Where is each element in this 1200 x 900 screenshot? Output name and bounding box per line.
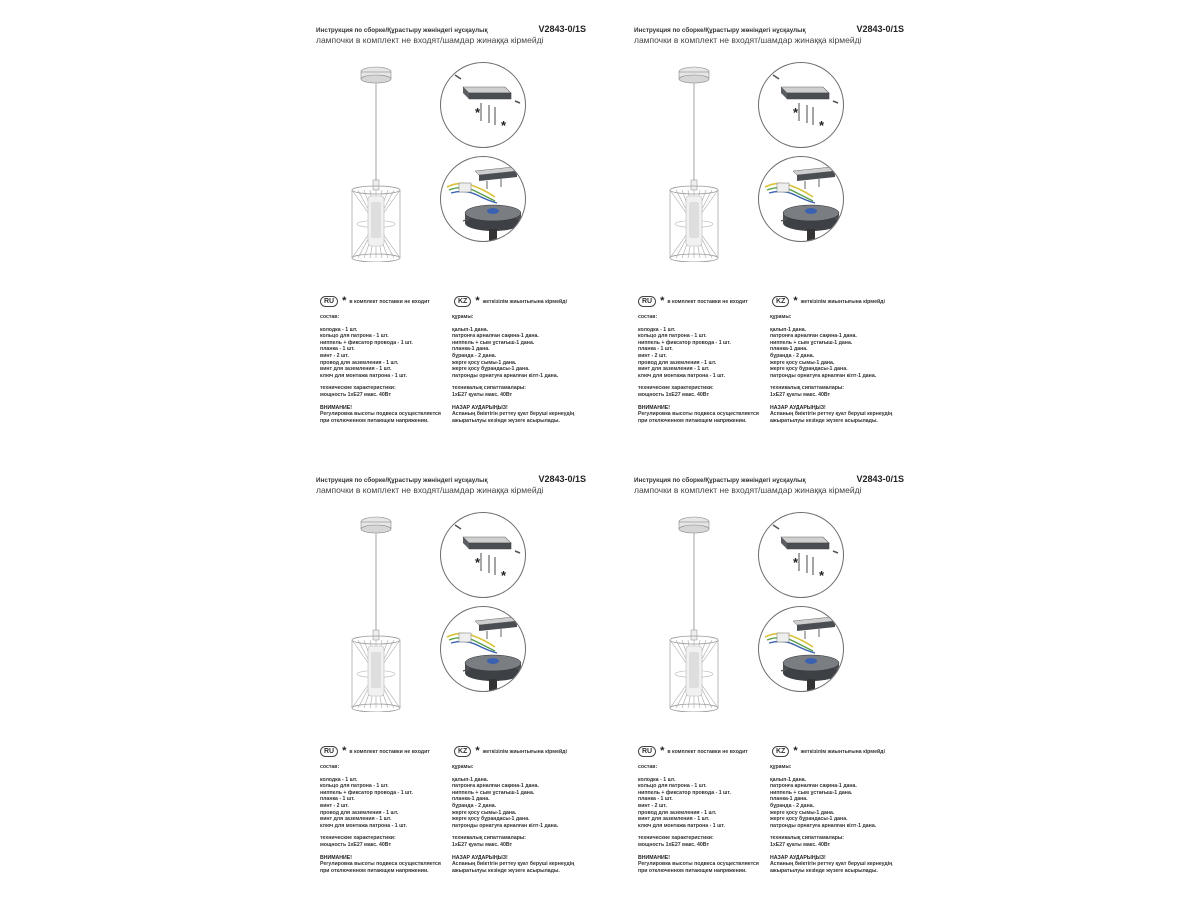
canopy-wiring-svg bbox=[441, 157, 525, 241]
ru-content-item: винт - 2 шт. bbox=[638, 802, 667, 809]
asterisk-icon: * bbox=[660, 745, 665, 757]
ru-content-item: колодка - 1 шт. bbox=[638, 776, 676, 783]
kz-tech-label: техникалық сипаттамалары: bbox=[452, 835, 527, 842]
ru-content-item: ниппель + фиксатор провода - 1 шт. bbox=[638, 789, 731, 796]
ru-content-item: планка - 1 шт. bbox=[320, 346, 355, 353]
asterisk-icon: * bbox=[793, 295, 798, 307]
ru-content-item: провод для заземления - 1 шт. bbox=[320, 359, 399, 366]
ru-warning-label: ВНИМАНИЕ! bbox=[320, 404, 352, 411]
asterisk-icon: * bbox=[342, 745, 347, 757]
kz-column bbox=[770, 314, 910, 424]
kz-note-row bbox=[772, 746, 885, 757]
ru-not-included-note: в комплект поставки не входит bbox=[349, 748, 430, 755]
ru-content-item: ключ для монтажа патрона - 1 шт. bbox=[320, 372, 407, 379]
ru-column bbox=[320, 314, 448, 424]
ru-note-row bbox=[320, 296, 430, 307]
kz-column bbox=[770, 764, 910, 874]
instruction-panel bbox=[600, 450, 918, 900]
kz-warning-line: ажыратылуы кезінде жүзеге асырылады. bbox=[770, 867, 878, 874]
ru-tech-value: мощность 1хЕ27 макс. 40Вт bbox=[638, 391, 709, 398]
ru-note-row bbox=[638, 746, 748, 757]
kz-content-item: патронды орнатуға арналған кілт-1 дана. bbox=[770, 822, 877, 829]
kz-tech-value: 1хЕ27 қуаты макс. 40Вт bbox=[770, 841, 831, 848]
kz-warning-line: ажыратылуы кезінде жүзеге асырылады. bbox=[452, 417, 560, 424]
ru-content-item: колодка - 1 шт. bbox=[320, 776, 358, 783]
ru-content-item: провод для заземления - 1 шт. bbox=[320, 809, 399, 816]
canopy-wiring-diagram bbox=[440, 156, 526, 242]
kz-content-item: жерге қосу сымы-1 дана. bbox=[452, 809, 517, 816]
ru-content-item: винт - 2 шт. bbox=[320, 802, 349, 809]
ru-content-item: планка - 1 шт. bbox=[638, 796, 673, 803]
mounting-bracket-diagram bbox=[758, 62, 844, 148]
ru-contents-label: состав: bbox=[320, 314, 340, 320]
kz-warning-line: Аспаның биіктігін реттеу қуат беруші кернеудің bbox=[452, 861, 575, 868]
kz-content-item: қалып-1 дана. bbox=[770, 776, 807, 783]
ru-note-row bbox=[320, 746, 430, 757]
kz-content-item: жерге қосу бұрандасы-1 дана. bbox=[770, 816, 848, 823]
kz-badge: KZ bbox=[454, 746, 471, 757]
kz-note-row bbox=[454, 296, 567, 307]
kz-warning-line: ажыратылуы кезінде жүзеге асырылады. bbox=[770, 417, 878, 424]
asterisk-icon: * bbox=[501, 568, 507, 583]
kz-tech-label: техникалық сипаттамалары: bbox=[452, 385, 527, 392]
kz-content-item: планка-1 дана. bbox=[452, 796, 490, 803]
ru-content-item: ключ для монтажа патрона - 1 шт. bbox=[320, 822, 407, 829]
kz-content-item: планка-1 дана. bbox=[770, 796, 808, 803]
ru-warning-label: ВНИМАНИЕ! bbox=[638, 854, 670, 861]
ru-tech-value: мощность 1хЕ27 макс. 40Вт bbox=[320, 841, 391, 848]
ru-content-item: планка - 1 шт. bbox=[320, 796, 355, 803]
header-title: Инструкция по сборке/Құрастыру жөніндегі нұсқаулық bbox=[316, 477, 488, 484]
kz-content-item: планка-1 дана. bbox=[452, 346, 490, 353]
kz-content-item: патронды орнатуға арналған кілт-1 дана. bbox=[452, 372, 559, 379]
asterisk-icon: * bbox=[475, 555, 481, 570]
kz-content-item: бұранда - 2 дана. bbox=[770, 802, 815, 809]
kz-content-item: жерге қосу сымы-1 дана. bbox=[452, 359, 517, 366]
kz-content-item: қалып-1 дана. bbox=[452, 776, 489, 783]
kz-content-item: қалып-1 дана. bbox=[452, 326, 489, 333]
ru-tech-value: мощность 1хЕ27 макс. 40Вт bbox=[320, 391, 391, 398]
pendant-lamp-svg bbox=[344, 62, 408, 262]
ru-content-item: винт для заземления - 1 шт. bbox=[638, 366, 710, 373]
kz-warning-line: Аспаның биіктігін реттеу қуат беруші кернеудің bbox=[452, 411, 575, 418]
asterisk-icon: * bbox=[660, 295, 665, 307]
ru-warning-line: при отключенном питающем напряжении. bbox=[638, 867, 747, 874]
kz-content-item: патронға арналған сақина-1 дана. bbox=[452, 333, 539, 340]
instruction-panel bbox=[282, 0, 600, 450]
header-title: Инструкция по сборке/Құрастыру жөніндегі нұсқаулық bbox=[634, 477, 806, 484]
kz-badge: KZ bbox=[772, 746, 789, 757]
ru-contents-label: состав: bbox=[638, 314, 658, 320]
mounting-bracket-diagram bbox=[758, 512, 844, 598]
pendant-lamp-illustration bbox=[662, 62, 726, 262]
kz-content-item: бұранда - 2 дана. bbox=[770, 352, 815, 359]
ru-badge: RU bbox=[320, 296, 338, 307]
asterisk-icon: * bbox=[501, 118, 507, 133]
ru-content-item: кольцо для патрона - 1 шт. bbox=[638, 333, 707, 340]
kz-content-item: жерге қосу сымы-1 дана. bbox=[770, 809, 835, 816]
ru-content-item: колодка - 1 шт. bbox=[320, 326, 358, 333]
asterisk-icon: * bbox=[475, 745, 480, 757]
header-subtitle: лампочки в комплект не входят/шамдар жинаққа кірмейді bbox=[316, 35, 544, 45]
kz-content-item: планка-1 дана. bbox=[770, 346, 808, 353]
ru-warning-line: Регулировка высоты подвеса осуществляется bbox=[638, 861, 759, 868]
pendant-lamp-illustration bbox=[344, 62, 408, 262]
ru-content-item: ключ для монтажа патрона - 1 шт. bbox=[638, 372, 725, 379]
ru-warning-line: при отключенном питающем напряжении. bbox=[320, 867, 429, 874]
ru-content-item: винт для заземления - 1 шт. bbox=[320, 816, 392, 823]
kz-content-item: ниппель + сым ұстағыш-1 дана. bbox=[452, 339, 535, 346]
ru-not-included-note: в комплект поставки не входит bbox=[667, 748, 748, 755]
kz-content-item: патронды орнатуға арналған кілт-1 дана. bbox=[452, 822, 559, 829]
kz-not-included-note: жеткізілім жиынтығына кірмейді bbox=[800, 298, 885, 305]
panel-header bbox=[634, 24, 904, 45]
asterisk-icon: * bbox=[793, 745, 798, 757]
kz-contents-label: құрамы: bbox=[770, 764, 792, 770]
ru-note-row bbox=[638, 296, 748, 307]
kz-content-item: патронға арналған сақина-1 дана. bbox=[770, 783, 857, 790]
pendant-lamp-svg bbox=[662, 62, 726, 262]
kz-content-item: жерге қосу сымы-1 дана. bbox=[770, 359, 835, 366]
ru-tech-label: технические характеристики: bbox=[638, 835, 714, 842]
canopy-wiring-svg bbox=[759, 157, 843, 241]
ru-tech-label: технические характеристики: bbox=[638, 385, 714, 392]
model-number: V2843-0/1S bbox=[856, 24, 904, 34]
model-number: V2843-0/1S bbox=[856, 474, 904, 484]
kz-content-item: жерге қосу бұрандасы-1 дана. bbox=[452, 816, 530, 823]
kz-note-row bbox=[772, 296, 885, 307]
kz-warning-line: ажыратылуы кезінде жүзеге асырылады. bbox=[452, 867, 560, 874]
ru-badge: RU bbox=[320, 746, 338, 757]
pendant-lamp-svg bbox=[662, 512, 726, 712]
mounting-bracket-svg bbox=[759, 63, 843, 147]
canopy-wiring-svg bbox=[441, 607, 525, 691]
kz-tech-label: техникалық сипаттамалары: bbox=[770, 385, 845, 392]
ru-content-item: кольцо для патрона - 1 шт. bbox=[320, 333, 389, 340]
kz-warning-label: НАЗАР АУДАРЫҢЫЗ! bbox=[452, 404, 508, 411]
kz-column bbox=[452, 314, 592, 424]
kz-column bbox=[452, 764, 592, 874]
kz-content-item: ниппель + сым ұстағыш-1 дана. bbox=[452, 789, 535, 796]
kz-content-item: бұранда - 2 дана. bbox=[452, 352, 497, 359]
ru-content-item: винт - 2 шт. bbox=[320, 352, 349, 359]
kz-content-item: ниппель + сым ұстағыш-1 дана. bbox=[770, 339, 853, 346]
mounting-bracket-diagram bbox=[440, 512, 526, 598]
ru-content-item: ниппель + фиксатор провода - 1 шт. bbox=[638, 339, 731, 346]
ru-column bbox=[638, 314, 766, 424]
mounting-bracket-svg bbox=[441, 513, 525, 597]
header-title: Инструкция по сборке/Құрастыру жөніндегі нұсқаулық bbox=[316, 27, 488, 34]
canopy-wiring-svg bbox=[759, 607, 843, 691]
ru-content-item: колодка - 1 шт. bbox=[638, 326, 676, 333]
kz-not-included-note: жеткізілім жиынтығына кірмейді bbox=[800, 748, 885, 755]
ru-contents-label: состав: bbox=[638, 764, 658, 770]
ru-tech-label: технические характеристики: bbox=[320, 835, 396, 842]
ru-warning-line: Регулировка высоты подвеса осуществляется bbox=[320, 861, 441, 868]
ru-badge: RU bbox=[638, 296, 656, 307]
kz-content-item: патронға арналған сақина-1 дана. bbox=[452, 783, 539, 790]
asterisk-icon: * bbox=[342, 295, 347, 307]
panel-header bbox=[316, 474, 586, 495]
kz-contents-label: құрамы: bbox=[452, 764, 474, 770]
asterisk-icon: * bbox=[475, 105, 481, 120]
instruction-sheet bbox=[282, 0, 918, 900]
asterisk-icon: * bbox=[793, 105, 799, 120]
ru-column bbox=[638, 764, 766, 874]
pendant-lamp-illustration bbox=[662, 512, 726, 712]
ru-content-item: ниппель + фиксатор провода - 1 шт. bbox=[320, 339, 413, 346]
kz-tech-value: 1хЕ27 қуаты макс. 40Вт bbox=[770, 391, 831, 398]
ru-warning-line: Регулировка высоты подвеса осуществляется bbox=[320, 411, 441, 418]
kz-badge: KZ bbox=[454, 296, 471, 307]
kz-not-included-note: жеткізілім жиынтығына кірмейді bbox=[482, 298, 567, 305]
instruction-panel bbox=[282, 450, 600, 900]
ru-content-item: кольцо для патрона - 1 шт. bbox=[638, 783, 707, 790]
header-subtitle: лампочки в комплект не входят/шамдар жинаққа кірмейді bbox=[634, 35, 862, 45]
kz-tech-value: 1хЕ27 қуаты макс. 40Вт bbox=[452, 841, 513, 848]
ru-content-item: провод для заземления - 1 шт. bbox=[638, 809, 717, 816]
asterisk-icon: * bbox=[475, 295, 480, 307]
kz-contents-label: құрамы: bbox=[452, 314, 474, 320]
kz-content-item: жерге қосу бұрандасы-1 дана. bbox=[770, 366, 848, 373]
asterisk-icon: * bbox=[793, 555, 799, 570]
ru-content-item: планка - 1 шт. bbox=[638, 346, 673, 353]
instruction-panel bbox=[600, 0, 918, 450]
panel-header bbox=[634, 474, 904, 495]
asterisk-icon: * bbox=[819, 118, 825, 133]
canopy-wiring-diagram bbox=[758, 606, 844, 692]
model-number: V2843-0/1S bbox=[538, 24, 586, 34]
kz-content-item: қалып-1 дана. bbox=[770, 326, 807, 333]
kz-content-item: ниппель + сым ұстағыш-1 дана. bbox=[770, 789, 853, 796]
ru-content-item: ниппель + фиксатор провода - 1 шт. bbox=[320, 789, 413, 796]
ru-content-item: винт для заземления - 1 шт. bbox=[638, 816, 710, 823]
kz-warning-label: НАЗАР АУДАРЫҢЫЗ! bbox=[452, 854, 508, 861]
kz-warning-label: НАЗАР АУДАРЫҢЫЗ! bbox=[770, 854, 826, 861]
ru-warning-label: ВНИМАНИЕ! bbox=[320, 854, 352, 861]
ru-content-item: ключ для монтажа патрона - 1 шт. bbox=[638, 822, 725, 829]
header-subtitle: лампочки в комплект не входят/шамдар жинаққа кірмейді bbox=[634, 485, 862, 495]
ru-warning-line: при отключенном питающем напряжении. bbox=[320, 417, 429, 424]
ru-not-included-note: в комплект поставки не входит bbox=[349, 298, 430, 305]
kz-badge: KZ bbox=[772, 296, 789, 307]
kz-warning-label: НАЗАР АУДАРЫҢЫЗ! bbox=[770, 404, 826, 411]
ru-content-item: кольцо для патрона - 1 шт. bbox=[320, 783, 389, 790]
mounting-bracket-svg bbox=[441, 63, 525, 147]
canopy-wiring-diagram bbox=[758, 156, 844, 242]
kz-tech-value: 1хЕ27 қуаты макс. 40Вт bbox=[452, 391, 513, 398]
kz-note-row bbox=[454, 746, 567, 757]
pendant-lamp-svg bbox=[344, 512, 408, 712]
ru-warning-label: ВНИМАНИЕ! bbox=[638, 404, 670, 411]
canopy-wiring-diagram bbox=[440, 606, 526, 692]
header-subtitle: лампочки в комплект не входят/шамдар жинаққа кірмейді bbox=[316, 485, 544, 495]
header-title: Инструкция по сборке/Құрастыру жөніндегі нұсқаулық bbox=[634, 27, 806, 34]
pendant-lamp-illustration bbox=[344, 512, 408, 712]
kz-content-item: патронды орнатуға арналған кілт-1 дана. bbox=[770, 372, 877, 379]
ru-badge: RU bbox=[638, 746, 656, 757]
kz-contents-label: құрамы: bbox=[770, 314, 792, 320]
ru-warning-line: при отключенном питающем напряжении. bbox=[638, 417, 747, 424]
mounting-bracket-svg bbox=[759, 513, 843, 597]
ru-column bbox=[320, 764, 448, 874]
kz-warning-line: Аспаның биіктігін реттеу қуат беруші кернеудің bbox=[770, 411, 893, 418]
ru-content-item: винт - 2 шт. bbox=[638, 352, 667, 359]
ru-warning-line: Регулировка высоты подвеса осуществляется bbox=[638, 411, 759, 418]
ru-tech-label: технические характеристики: bbox=[320, 385, 396, 392]
mounting-bracket-diagram bbox=[440, 62, 526, 148]
kz-content-item: патронға арналған сақина-1 дана. bbox=[770, 333, 857, 340]
ru-content-item: провод для заземления - 1 шт. bbox=[638, 359, 717, 366]
asterisk-icon: * bbox=[819, 568, 825, 583]
kz-not-included-note: жеткізілім жиынтығына кірмейді bbox=[482, 748, 567, 755]
kz-content-item: жерге қосу бұрандасы-1 дана. bbox=[452, 366, 530, 373]
ru-not-included-note: в комплект поставки не входит bbox=[667, 298, 748, 305]
kz-warning-line: Аспаның биіктігін реттеу қуат беруші кернеудің bbox=[770, 861, 893, 868]
ru-contents-label: состав: bbox=[320, 764, 340, 770]
ru-tech-value: мощность 1хЕ27 макс. 40Вт bbox=[638, 841, 709, 848]
kz-content-item: бұранда - 2 дана. bbox=[452, 802, 497, 809]
model-number: V2843-0/1S bbox=[538, 474, 586, 484]
panel-header bbox=[316, 24, 586, 45]
kz-tech-label: техникалық сипаттамалары: bbox=[770, 835, 845, 842]
ru-content-item: винт для заземления - 1 шт. bbox=[320, 366, 392, 373]
